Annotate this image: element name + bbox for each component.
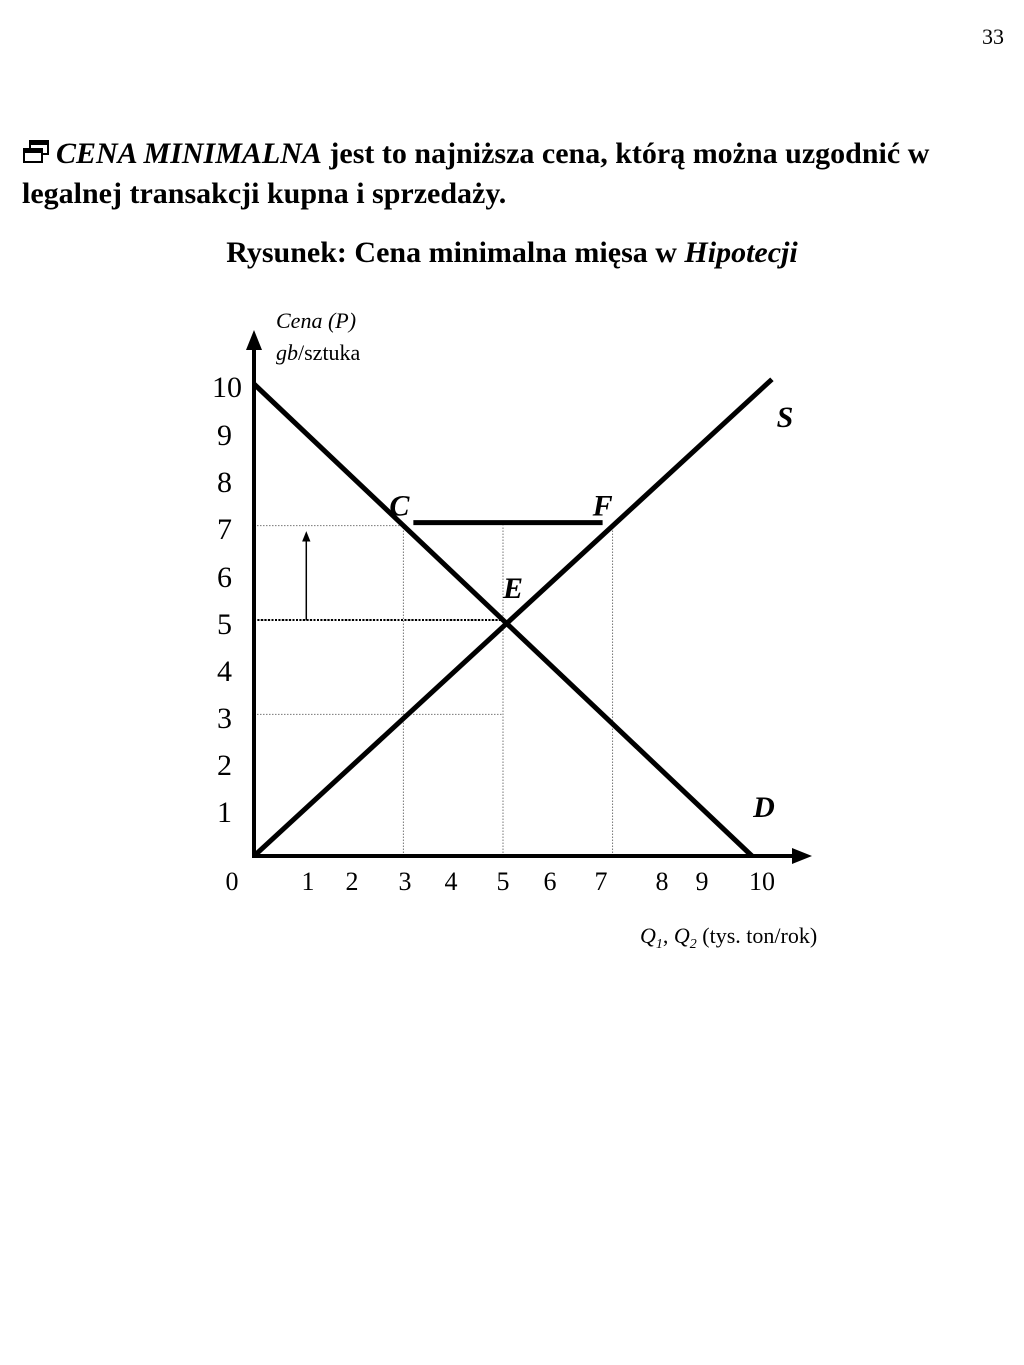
curve-label-d: D (753, 791, 775, 824)
x-tick-label-9: 9 (695, 867, 709, 896)
point-label-e: E (502, 572, 524, 605)
curve-s (254, 379, 772, 856)
curve-label-s: S (776, 401, 794, 434)
x-axis-label: $Q_1$, $Q_2$ (tys. ton/rok) (640, 923, 818, 952)
x-tick-label-3: 3 (398, 867, 412, 896)
curves (254, 379, 772, 856)
definition-term: CENA MINIMALNA (56, 137, 322, 170)
point-labels (389, 401, 793, 824)
origin-label: 0 (225, 867, 239, 896)
x-tick-label-1: 1 (301, 867, 315, 896)
y-tick-label-8: 8 (217, 466, 232, 499)
x-tick-label-4: 4 (444, 867, 458, 896)
y-tick-label-7: 7 (217, 513, 232, 546)
page-number: 33 (982, 24, 1004, 49)
point-label-c: C (389, 489, 410, 523)
y-tick-label-6: 6 (217, 561, 232, 594)
definition-body: jest to najniższa cena, którą można uzgodnić w legalnej transakcji kupna i sprzedaży. (22, 137, 930, 210)
y-tick-label-10: 10 (212, 371, 242, 404)
y-tick-label-1: 1 (217, 796, 232, 829)
y-axis-arrowhead (246, 330, 262, 350)
y-tick-label-2: 2 (217, 749, 232, 782)
y-tick-label-5: 5 (217, 608, 232, 641)
x-tick-label-10: 10 (749, 867, 775, 896)
x-tick-label-8: 8 (655, 867, 669, 896)
x-tick-label-5: 5 (496, 867, 510, 896)
figure-title-prefix: Rysunek: Cena minimalna mięsa w (226, 236, 685, 269)
y-tick-label-3: 3 (217, 702, 232, 735)
figure-title-italic: Hipotecji (684, 236, 798, 269)
y-tick-label-9: 9 (217, 419, 232, 452)
x-tick-label-7: 7 (594, 867, 608, 896)
y-axis-label-line1: Cena (P) (276, 308, 357, 333)
x-axis-arrowhead (792, 848, 812, 864)
x-tick-label-6: 6 (543, 867, 557, 896)
y-tick-label-4: 4 (217, 655, 232, 688)
y-axis-label-line2: gb/sztuka (276, 340, 361, 365)
point-label-f: F (592, 489, 613, 523)
x-tick-label-2: 2 (345, 867, 359, 896)
